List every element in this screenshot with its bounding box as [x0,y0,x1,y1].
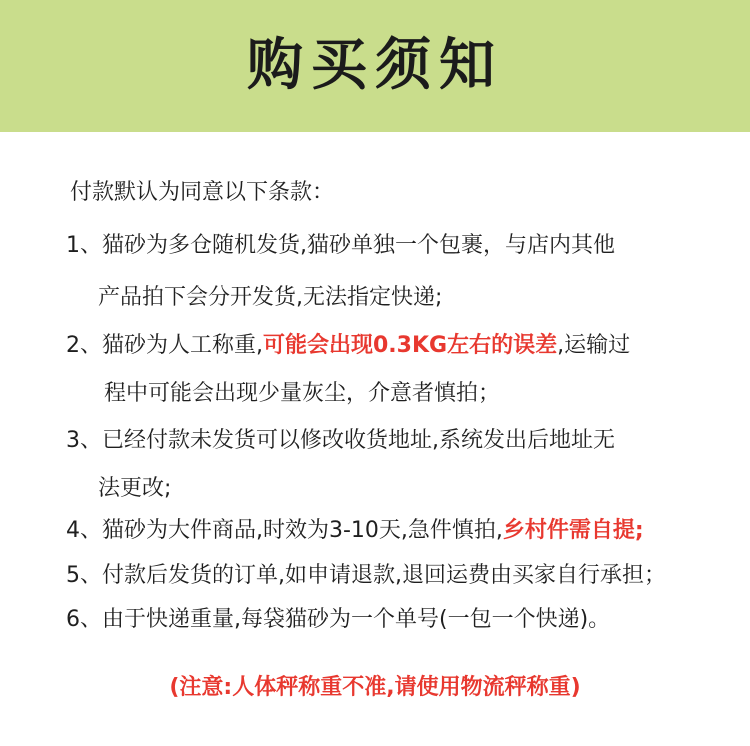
term-2-line-1 [66,335,630,357]
term-5-line: 5、付款后发货的订单,如申请退款,退回运费由买家自行承担； [66,563,666,588]
term-2-highlight: 可能会出现0.3KG左右的误差 [263,333,558,358]
term-1-line-2: 产品拍下会分开发货,无法指定快递; [98,285,443,310]
term-4-line [66,520,644,542]
term-2-text-a: 2、猫砂为人工称重, [66,333,263,358]
term-1-line-1: 1、猫砂为多仓随机发货,猫砂单独一个包裹，与店内其他 [66,233,615,258]
term-3-line-1: 3、已经付款未发货可以修改收货地址,系统发出后地址无 [66,428,615,453]
term-6-line: 6、由于快递重量,每袋猫砂为一个单号(一包一个快递)。 [66,607,611,632]
term-2-text-b: ,运输过 [557,333,631,358]
term-4-text: 4、猫砂为大件商品,时效为3-10天,急件慎拍, [66,518,503,543]
terms-content [0,132,750,746]
term-4-highlight: 乡村件需自提; [502,518,644,543]
term-2-line-2: 程中可能会出现少量灰尘，介意者慎拍； [104,381,501,406]
intro-text: 付款默认为同意以下条款： [70,180,335,205]
header-banner [0,0,750,132]
notice-text: (注意:人体秤称重不准,请使用物流秤称重) [169,675,581,700]
term-3-line-2: 法更改; [98,476,172,501]
page-title: 购买须知 [247,33,503,98]
